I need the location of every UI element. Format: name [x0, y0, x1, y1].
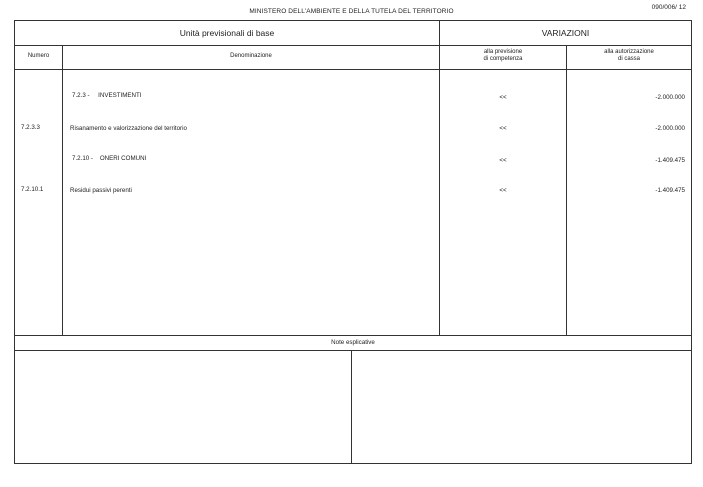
ministry-title: MINISTERO DELL'AMBIENTE E DELLA TUTELA DEL TERRITORIO [249, 8, 454, 15]
row-competenza: << [499, 187, 507, 194]
row-cassa: -2.000.000 [655, 125, 685, 132]
notes-top-divider [15, 335, 691, 336]
row-denominazione: Residui passivi perenti [70, 187, 132, 194]
notes-title: Note esplicative [331, 339, 375, 346]
row-competenza: << [499, 94, 507, 101]
numero-column-divider [62, 45, 63, 335]
column-header-cassa [567, 49, 691, 63]
row-numero: 7.2.10.1 [21, 186, 44, 193]
competenza-line-1: alla previsione [483, 49, 523, 55]
row-cassa: -2.000.000 [655, 94, 685, 101]
notes-title-divider [15, 350, 691, 351]
competenza-line-2: di competenza [483, 56, 523, 62]
variazioni-title: VARIAZIONI [541, 28, 590, 38]
column-header-divider [15, 69, 691, 70]
row-competenza: << [499, 157, 507, 164]
row-cassa: -1.409.475 [655, 157, 685, 164]
page-code: 090/006/ 12 [651, 4, 686, 11]
upb-title: Unità previsionali di base [179, 28, 275, 38]
row-numero: 7.2.3.3 [21, 124, 40, 131]
row-denominazione: Risanamento e valorizzazione del territorio [70, 125, 187, 132]
column-header-numero: Numero [27, 53, 50, 59]
row-competenza: << [499, 125, 507, 132]
budget-table-frame [14, 20, 692, 464]
row-denominazione: 7.2.10 - ONERI COMUNI [72, 155, 147, 162]
column-header-competenza [440, 49, 566, 63]
cassa-line-2: di cassa [617, 56, 640, 62]
variazioni-divider [439, 21, 440, 335]
header-divider [15, 45, 691, 46]
row-denominazione: 7.2.3 - INVESTIMENTI [72, 92, 142, 99]
row-cassa: -1.409.475 [655, 187, 685, 194]
competenza-cassa-divider [566, 45, 567, 335]
column-header-denominazione: Denominazione [230, 53, 272, 59]
notes-column-divider [351, 350, 352, 463]
cassa-line-1: alla autorizzazione [604, 49, 654, 55]
